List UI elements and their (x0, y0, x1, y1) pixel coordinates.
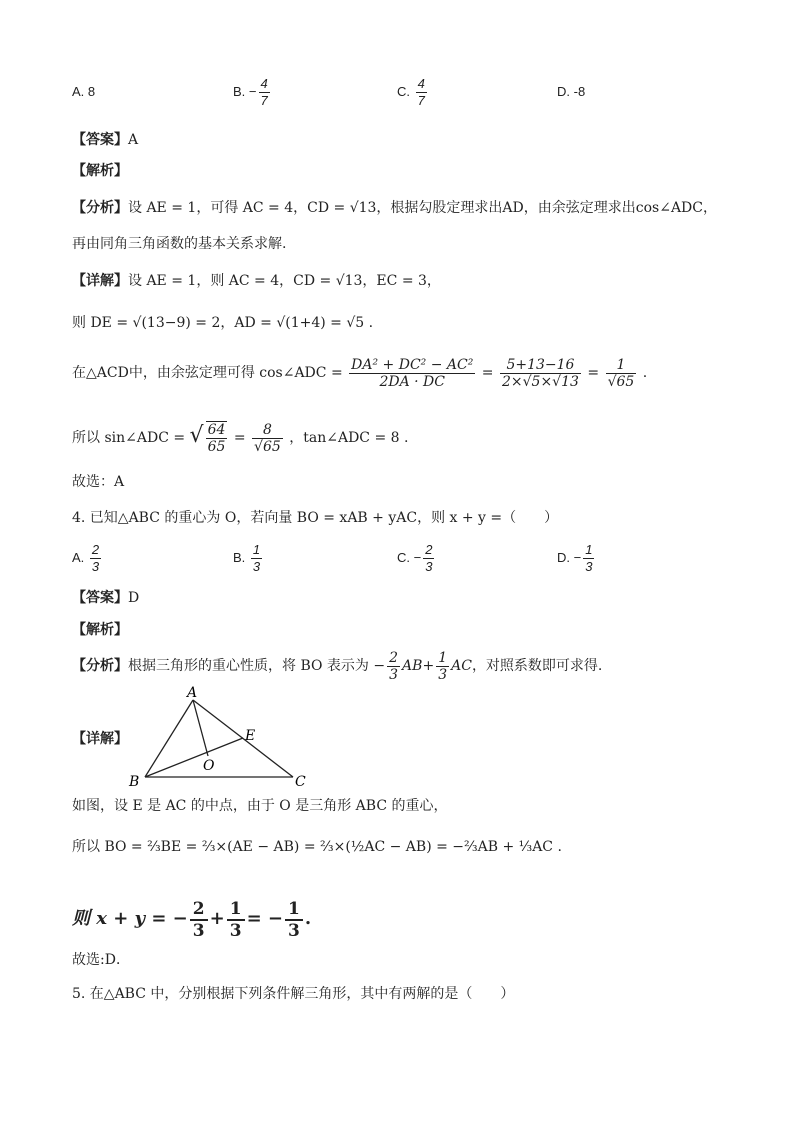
q4-line-sum: 则 x + y = − $\frac{2}{3}$ + $\frac{1}{3}$ = − $\frac{1}{3}$ . (72, 899, 312, 941)
label-b: B (129, 774, 140, 788)
q4-option-d: D. − $\frac{1}{3}$ (557, 542, 593, 574)
option-label: B. (233, 83, 246, 99)
q3-xiangjie-2: 则 DE = √(13−9) = 2，AD = √(1+4) = √5 . (72, 315, 374, 331)
label-a: A (187, 685, 198, 701)
q3-fenxi-2: 再由同角三角函数的基本关系求解. (72, 236, 287, 252)
q4-fenxi: 【分析】根据三角形的重心性质，将 BO 表示为 − $\frac{2}{3}$ AB+ $\frac{1}{3}$ AC，对照系数即可求得. (72, 649, 603, 683)
q4-line-figure: 如图，设 E 是 AC 的中点，由于 O 是三角形 ABC 的重心， (72, 798, 448, 814)
triangle-figure (125, 684, 325, 788)
q3-fenxi-1: 【分析】设 AE = 1，可得 AC = 4，CD = √13，根据勾股定理求出AD，由余弦定理求出cos∠ADC， (72, 200, 717, 216)
q4-analysis-tag: 【解析】 (72, 622, 128, 638)
q3-cos-line: 在△ACD中，由余弦定理可得 cos∠ADC = $\frac{\text{DA² + DC² − AC²}}{2DA \cdot DC}$ = $\frac{5+13-16}{2\times√5\times√13}$ = $\frac{1}{√65}$ . (72, 356, 648, 390)
q3-analysis-tag: 【解析】 (72, 163, 128, 179)
q3-option-d: D. -8 (557, 84, 586, 99)
q4-question: 4. 已知△ABC 的重心为 O，若向量 BO = xAB + yAC，则 x + y =（ ） (72, 510, 559, 526)
segment-ao (193, 700, 208, 756)
q4-option-c: C. − $\frac{2}{3}$ (397, 542, 433, 574)
q3-answer: 【答案】A (72, 132, 139, 148)
q3-xiangjie-1: 【详解】设 AE = 1，则 AC = 4，CD = √13，EC = 3， (72, 273, 441, 289)
option-label: C. (397, 83, 410, 99)
q4-option-b: B. $\frac{1}{3}$ (233, 542, 261, 574)
minus-sign: − (248, 83, 257, 99)
label-e: E (245, 728, 256, 744)
q3-option-a: A. 8 (72, 84, 96, 99)
label-c: C (295, 774, 306, 788)
segment-be (145, 738, 243, 777)
q3-choose: 故选：A (72, 474, 125, 490)
q4-line-vector: 所以 BO = ⅔BE = ⅔×(AE − AB) = ⅔×(½AC − AB) = −⅔AB + ⅓AC . (72, 839, 562, 855)
segment-ab (145, 700, 193, 777)
q5-question: 5. 在△ABC 中，分别根据下列条件解三角形，其中有两解的是（ ） (72, 986, 515, 1002)
q4-option-a: A. $\frac{2}{3}$ (72, 542, 100, 574)
q4-answer: 【答案】D (72, 590, 140, 606)
q3-option-b (233, 76, 272, 109)
fraction: $\frac{4}{7}$ (417, 76, 425, 108)
q4-xiangjie-tag: 【详解】 (72, 731, 128, 747)
q3-sin-line: 所以 sin∠ADC = √ $\frac{64}{65}$ = $\frac{8}{√65}$ ，tan∠ADC = 8 . (72, 421, 409, 455)
fraction: $\frac{4}{7}$ (260, 76, 268, 108)
q3-option-c (397, 76, 429, 109)
q4-choose: 故选:D． (72, 952, 130, 968)
label-o: O (203, 758, 215, 774)
